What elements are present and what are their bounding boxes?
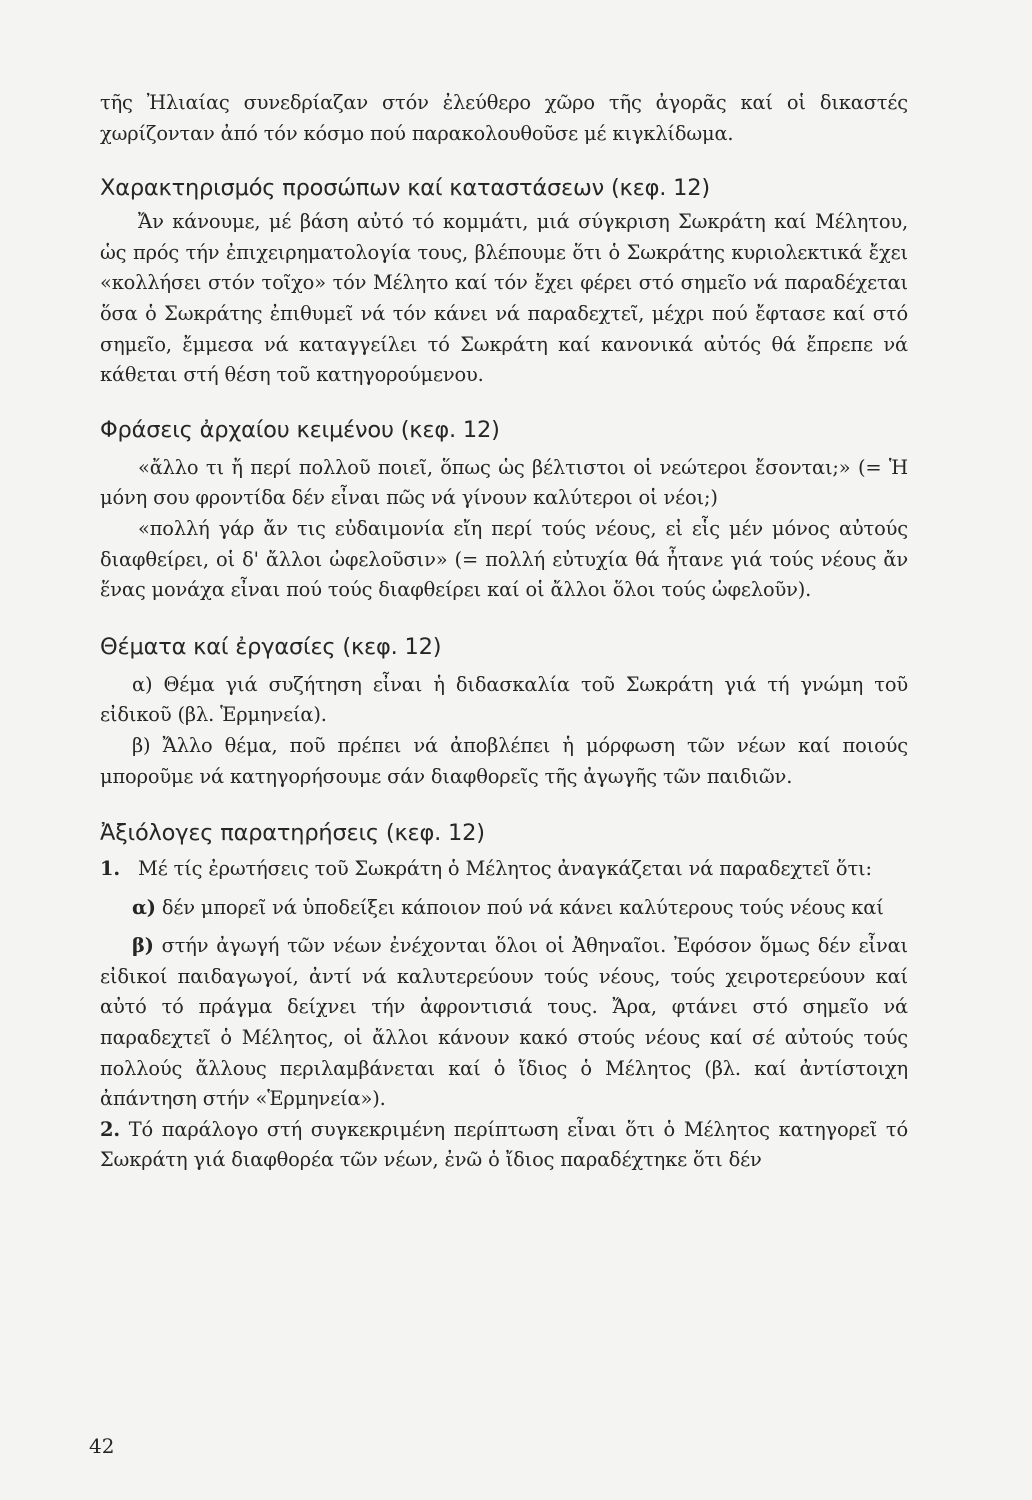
remark-1a-label: α) — [132, 895, 156, 919]
remark-1-text: Μέ τίς ἐρωτήσεις τοῦ Σωκράτη ὁ Μέλητος ἀναγκάζεται νά παραδεχτεῖ ὅτι: — [138, 857, 872, 881]
remark-1b-text: στήν ἀγωγή τῶν νέων ἐνέχονται ὅλοι οἱ Ἀθηναῖοι. Ἐφόσον ὅμως δέν εἶναι εἰδικοί παιδαγωγοί, ἀντί νά καλυτερεύουν τούς νέους, τούς χειροτερεύουν καί αὐτό τό πράγμα δείχνει τήν ἀφροντισιά τους. Ἄρα, φτάνει στό σημεῖο νά παραδεχτεῖ ὁ Μέλητος, οἱ ἄλλοι κάνουν κακό στούς νέους καί σέ αὐτούς τούς πολλούς ἄλλους περιλαμβάνεται καί ὁ ἴδιος ὁ Μέλητος (βλ. καί ἀντίστοιχη ἀπάντηση στήν «Ἑρμηνεία»). — [100, 934, 908, 1111]
section-heading-remarks: Ἀξιόλογες παρατηρήσεις (κεφ. 12) — [100, 820, 485, 847]
remark-2 — [100, 1115, 908, 1176]
topic-b-paragraph: β) Ἄλλο θέμα, ποῦ πρέπει νά ἀποβλέπει ἡ μόρφωση τῶν νέων καί ποιούς μποροῦμε νά κατηγορήσουμε σάν διαφθορεῖς τῆς ἀγωγῆς τῶν παιδιῶν. — [100, 733, 908, 788]
remark-1b-label: β) — [132, 934, 154, 958]
page-number: 42 — [89, 1434, 115, 1458]
page-content — [100, 88, 908, 1176]
section-heading-topics: Θέματα καί ἐργασίες (κεφ. 12) — [100, 633, 442, 660]
remark-1a-text: δέν μπορεῖ νά ὑποδείξει κάποιον πού νά κάνει καλύτερους τούς νέους καί — [161, 895, 884, 919]
remark-1a — [100, 893, 908, 924]
phrase-paragraph-1: «ἄλλο τι ἤ περί πολλοῦ ποιεῖ, ὅπως ὡς βέλτιστοι οἱ νεώτεροι ἔσονται;» (= Ἡ μόνη σου φροντίδα δέν εἶναι πῶς νά γίνουν καλύτεροι οἱ νέοι;) — [100, 455, 908, 510]
remark-1b — [100, 931, 908, 1115]
characters-paragraph: Ἄν κάνουμε, μέ βάση αὐτό τό κομμάτι, μιά σύγκριση Σωκράτη καί Μέλητου, ὡς πρός τήν ἐπιχειρηματολογία τους, βλέπουμε ὅτι ὁ Σωκράτης κυριολεκτικά ἔχει «κολλήσει στόν τοῖχο» τόν Μέλητο καί τόν ἔχει φέρει στό σημεῖο νά παραδέχεται ὅσα ὁ Σωκράτης ἐπιθυμεῖ νά τόν κάνει νά παραδεχτεῖ, μέχρι πού ἔφτασε καί στό σημεῖο, ἔμμεσα νά καταγγείλει τό Σωκράτη καί κανονικά αὐτός θά ἔπρεπε νά κάθεται στή θέση τοῦ κατηγορούμενου. — [100, 210, 908, 387]
phrase-paragraph-2: «πολλή γάρ ἄν τις εὐδαιμονία εἴη περί τούς νέους, εἰ εἷς μέν μόνος αὐτούς διαφθείρει, οἱ δ' ἄλλοι ὠφελοῦσιν» (= πολλή εὐτυχία θά ἦτανε γιά τούς νέους ἄν ἕνας μονάχα εἶναι πού τούς διαφθείρει καί οἱ ἄλλοι ὅλοι τούς ὠφελοῦν). — [100, 516, 908, 602]
topic-a-paragraph: α) Θέμα γιά συζήτηση εἶναι ἡ διδασκαλία τοῦ Σωκράτη γιά τή γνώμη τοῦ εἰδικοῦ (βλ. Ἑρμηνεία). — [100, 672, 908, 727]
remark-2-text: Τό παράλογο στή συγκεκριμένη περίπτωση εἶναι ὅτι ὁ Μέλητος κατηγορεῖ τό Σωκράτη γιά διαφθορέα τῶν νέων, ἐνῶ ὁ ἴδιος παραδέχτηκε ὅτι δέν — [100, 1117, 908, 1172]
remark-1-number: 1. — [100, 857, 120, 881]
remark-1 — [100, 854, 908, 885]
section-heading-characters: Χαρακτηρισμός προσώπων καί καταστάσεων (κεφ. 12) — [100, 175, 710, 202]
intro-paragraph: τῆς Ἠλιαίας συνεδρίαζαν στόν ἐλεύθερο χῶρο τῆς ἀγορᾶς καί οἱ δικαστές χωρίζονταν ἀπό τόν κόσμο πού παρακολουθοῦσε μέ κιγκλίδωμα. — [100, 91, 908, 145]
section-heading-phrases: Φράσεις ἀρχαίου κειμένου (κεφ. 12) — [100, 416, 500, 443]
remark-2-number: 2. — [100, 1117, 120, 1141]
